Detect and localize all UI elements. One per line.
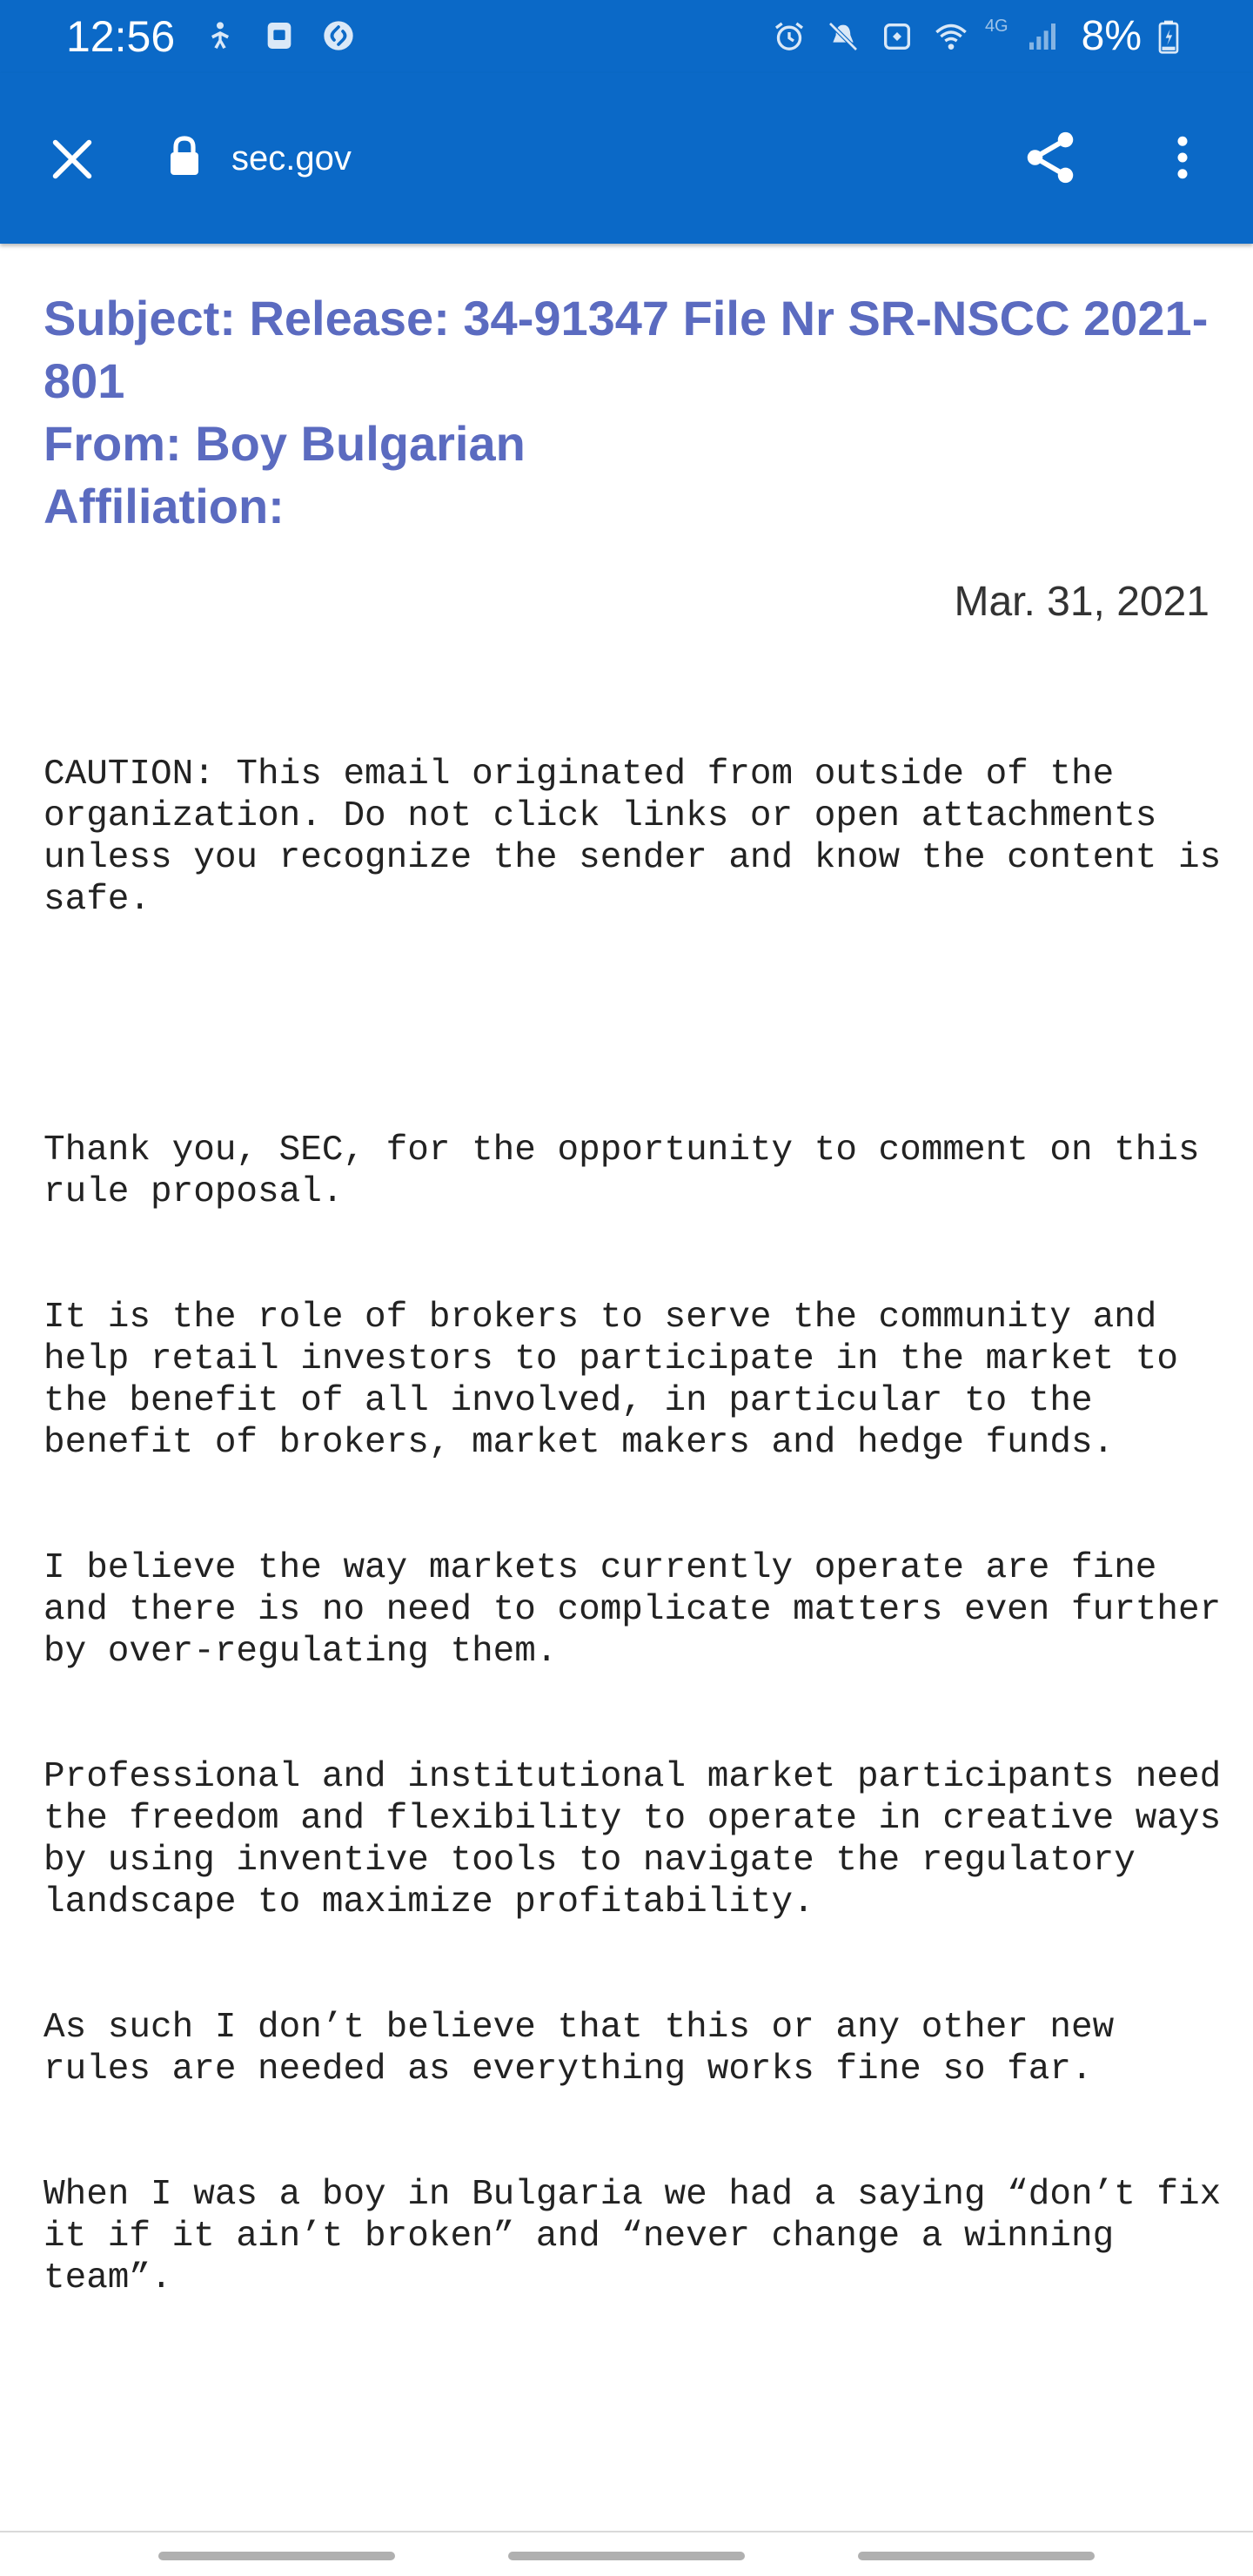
share-icon bbox=[1020, 127, 1081, 188]
body-paragraph: As such I don’t believe that this or any other new rules are needed as everything works fine so far. bbox=[44, 2008, 1136, 2090]
caution-notice: CAUTION: This email originated from outside of the organization. Do not click links or open attachments unless you recognize the sender and know the content is safe. bbox=[44, 755, 1243, 920]
close-icon bbox=[47, 134, 97, 184]
status-left-icons bbox=[200, 16, 358, 56]
system-nav-bar bbox=[0, 2531, 1253, 2576]
letter-header bbox=[44, 287, 1209, 538]
mute-icon bbox=[823, 17, 863, 57]
recent-apps-button[interactable] bbox=[158, 2552, 395, 2560]
shazam-icon bbox=[318, 16, 358, 56]
alarm-icon bbox=[769, 17, 809, 57]
accessibility-icon bbox=[200, 16, 240, 56]
body-paragraph: It is the role of brokers to serve the community and help retail investors to participate in the market to the benefit of all involved, in particular to the benefit of brokers, market makers and hedge funds. bbox=[44, 1298, 1200, 1463]
browser-toolbar bbox=[0, 73, 1253, 244]
url-text[interactable]: sec.gov bbox=[231, 139, 352, 178]
more-vert-icon bbox=[1156, 131, 1209, 184]
lock-icon bbox=[167, 134, 211, 183]
status-bar bbox=[0, 0, 1253, 73]
body-paragraph: When I was a boy in Bulgaria we had a saying “don’t fix it if it ain’t broken” and “never change a winning team”. bbox=[44, 2175, 1243, 2298]
status-time: 12:56 bbox=[66, 12, 176, 61]
signal-icon bbox=[1022, 17, 1062, 57]
body-paragraph: I believe the way markets currently operate are fine and there is no need to complicate matters even further by over-regulating them. bbox=[44, 1548, 1243, 1672]
battery-percentage: 8% bbox=[1081, 13, 1142, 59]
page-content bbox=[0, 244, 1253, 2531]
letter-body bbox=[44, 670, 1243, 2383]
body-paragraph: Thank you, SEC, for the opportunity to comment on this rule proposal. bbox=[44, 1130, 1222, 1212]
body-paragraph: Professional and institutional market participants need the freedom and flexibility to operate in creative ways by using inventive tools to navigate the regulatory landscape to maximize profitability. bbox=[44, 1757, 1243, 1922]
letter-date: Mar. 31, 2021 bbox=[954, 579, 1209, 625]
battery-saver-icon bbox=[877, 17, 917, 57]
home-button[interactable] bbox=[508, 2552, 745, 2560]
close-button[interactable] bbox=[37, 124, 108, 195]
more-options-button[interactable] bbox=[1147, 122, 1218, 193]
app-icon bbox=[259, 16, 299, 56]
subject-line: Subject: Release: 34-91347 File Nr SR-NSCC 2021-801 bbox=[44, 291, 1209, 408]
affiliation-line: Affiliation: bbox=[44, 479, 285, 533]
status-right-icons bbox=[769, 14, 1182, 59]
back-button[interactable] bbox=[858, 2552, 1095, 2560]
wifi-icon bbox=[931, 17, 971, 57]
from-line: From: Boy Bulgarian bbox=[44, 416, 526, 471]
battery-icon bbox=[1156, 17, 1182, 57]
network-type: 4G bbox=[984, 17, 1008, 36]
share-button[interactable] bbox=[1015, 122, 1086, 193]
